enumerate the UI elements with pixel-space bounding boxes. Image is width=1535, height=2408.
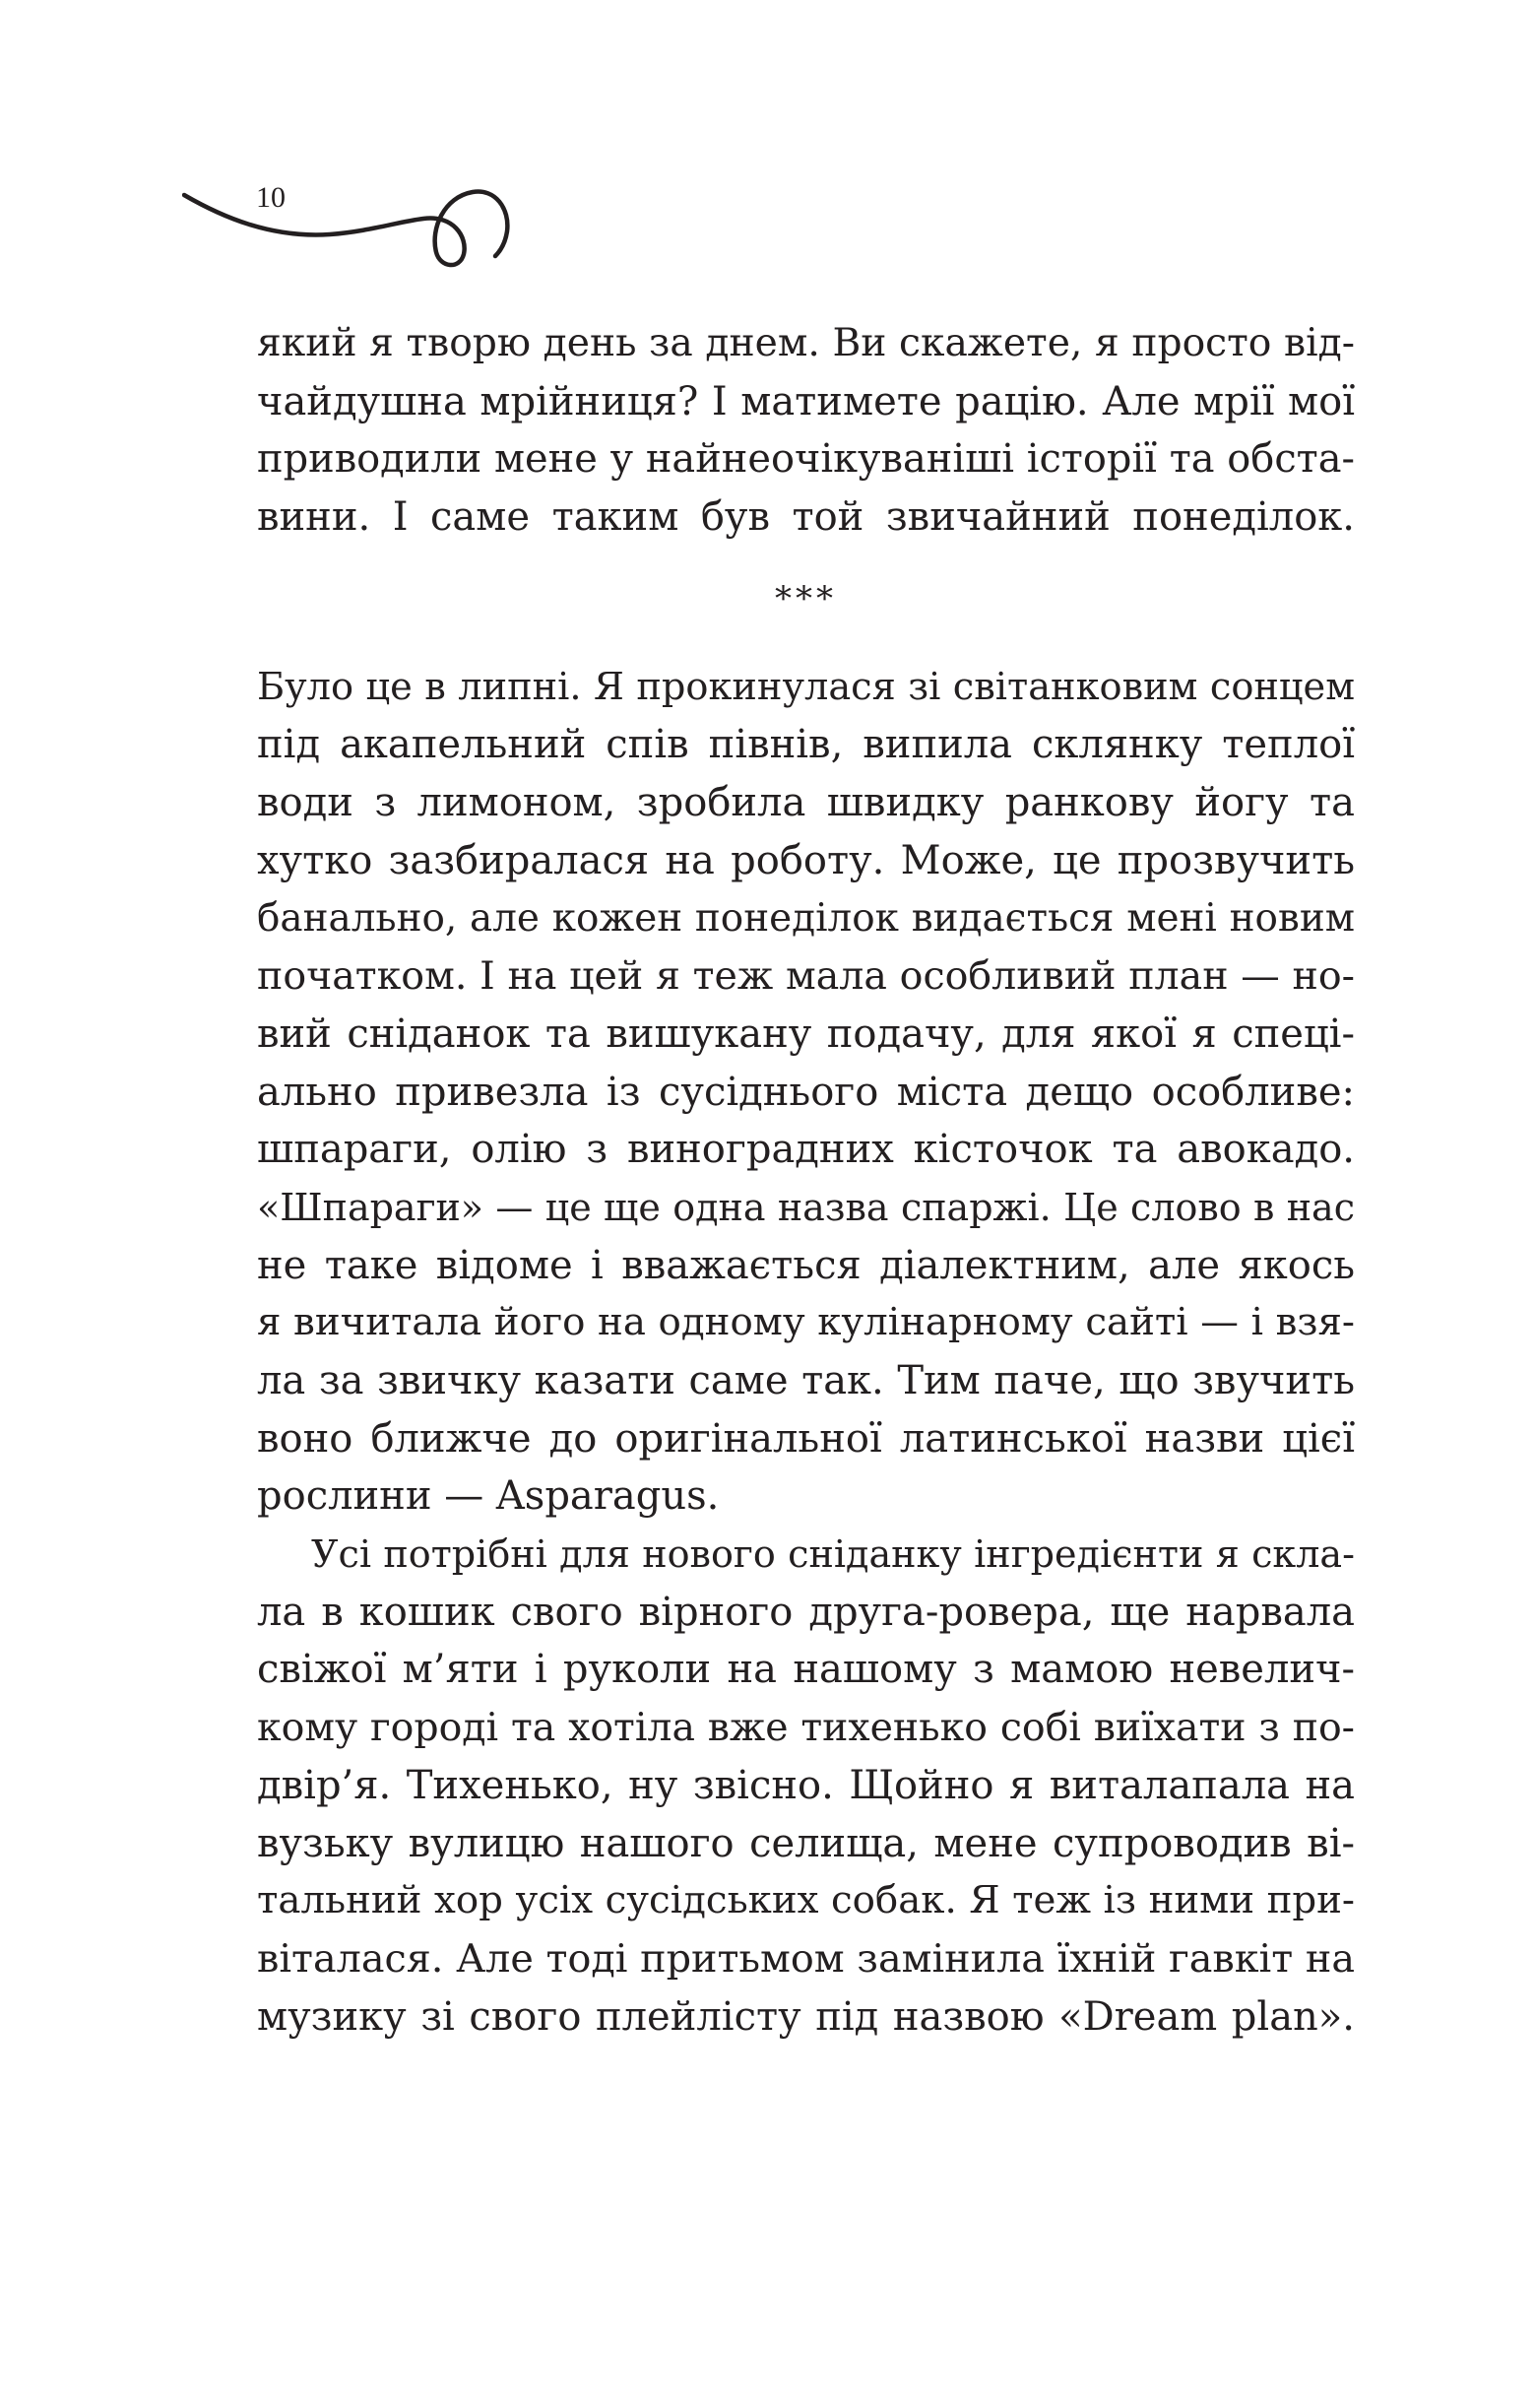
text-line: води з лимоном, зробила швидку ранкову йогу та [257,780,1355,826]
flourish-ornament-icon [182,177,517,276]
text-line: рослини — Asparagus. [257,1473,720,1520]
text-line: Було це в липні. Я прокинулася зі світанковим сонцем [257,664,1355,709]
text-line: віталася. Але тоді притьмом замінила їхній гавкіт на [257,1935,1355,1982]
text-line: хутко зазбиралася на роботу. Може, це прозвучить [257,837,1355,883]
text-line: не таке відоме і вважається діалектним, але якось [257,1242,1355,1288]
text-line: свіжої м’яти і руколи на нашому з мамою невелич- [257,1647,1355,1693]
text-line: ально привезла із сусіднього міста дещо особливе: [257,1069,1355,1115]
text-line: вий сніданок та вишукану подачу, для якої я спеці- [257,1010,1355,1057]
section-separator: *** [775,578,837,618]
text-line: ла в кошик свого вірного друга-ровера, ще нарвала [257,1589,1355,1635]
text-line: ла за звичку казати саме так. Тим паче, що звучить [257,1358,1355,1403]
text-line: воно ближче до оригінальної латинської назви цієї [257,1415,1355,1462]
text-line: початком. І на цей я теж мала особливий план — но- [257,953,1355,1000]
text-line: чайдушна мрійниця? І матимете рацію. Але мрії мої [257,378,1355,424]
text-line: який я творю день за днем. Ви скажете, я просто від- [257,321,1355,365]
text-line: банально, але кожен понеділок видається мені новим [257,895,1355,941]
text-line: музику зі свого плейлісту під назвою «Dream plan». [257,1993,1355,2040]
paragraph [257,659,1355,1526]
text-line: двір’я. Тихенько, ну звісно. Щойно я виталапала на [257,1762,1355,1808]
page-number: 10 [256,181,286,214]
page-header [182,177,517,276]
body-text [257,315,1355,2046]
paragraph [257,315,1355,547]
text-line: під акапельний спів півнів, випила склянку теплої [257,722,1355,768]
text-line: я вичитала його на одному кулінарному сайті — і взя- [257,1300,1355,1345]
paragraph [257,1526,1355,2046]
text-line: тальний хор усіх сусідських собак. Я теж із ними при- [257,1878,1355,1923]
text-line: приводили мене у найнеочікуваніші історії та обста- [257,436,1355,483]
text-line: вини. І саме таким був той звичайний понеділок. [257,494,1355,541]
text-line: вузьку вулицю нашого селища, мене супроводив ві- [257,1820,1355,1866]
text-line: шпараги, олію з виноградних кісточок та авокадо. [257,1127,1355,1173]
text-line: Усі потрібні для нового сніданку інгредієнти я скла- [311,1532,1355,1577]
text-line: «Шпараги» — це ще одна назва спаржі. Це слово в нас [257,1185,1355,1229]
text-line: кому городі та хотіла вже тихенько собі виїхати з по- [257,1705,1355,1751]
